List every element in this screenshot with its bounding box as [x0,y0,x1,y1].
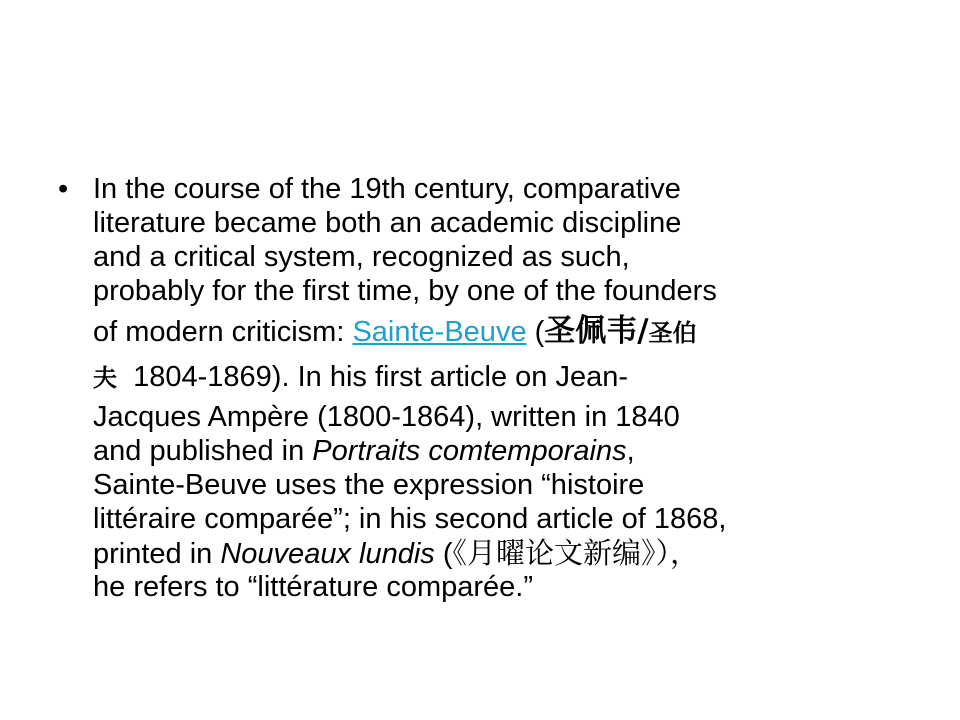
paragraph-line [93,536,913,570]
text-run: ， [670,536,700,570]
paragraph-line: literature became both an academic discipline [93,207,682,239]
text-run: ( [526,316,545,348]
paragraph-line: littéraire comparée”; in his second article of 1868, [93,503,727,535]
text-run: printed in [93,538,221,570]
paragraph-line: Sainte-Beuve uses the expression “histoire [93,469,645,501]
chinese-name: 圣佩韦 [544,313,638,349]
chinese-book-title: 《月曜论文新编》） [452,536,671,570]
paragraph-line [93,308,913,354]
slash: / [637,313,649,349]
text-run: 1804-1869). In his first article on Jean- [117,361,628,393]
book-title: Portraits comtemporains [312,435,627,467]
paragraph-line [93,354,913,400]
bullet-marker: • [58,173,69,205]
bullet-paragraph [93,172,913,604]
paragraph-line: Jacques Ampère (1800-1864), written in 1840 [93,401,680,433]
paragraph-line [93,434,913,468]
sainte-beuve-link[interactable]: Sainte-Beuve [352,316,527,348]
chinese-name-alt: 圣伯 [648,319,697,347]
paragraph-line: he refers to “littérature comparée.” [93,571,534,603]
paragraph-line: In the course of the 19th century, comparative [93,173,681,205]
chinese-name-alt-end: 夫 [93,364,117,392]
paragraph-line: probably for the first time, by one of the founders [93,275,717,307]
text-run: and published in [93,435,313,467]
book-title: Nouveaux lundis [220,538,435,570]
text-run: , [626,435,635,467]
paragraph-line: and a critical system, recognized as such, [93,241,630,273]
text-run: of modern criticism: [93,316,353,348]
text-run: ( [434,538,453,570]
